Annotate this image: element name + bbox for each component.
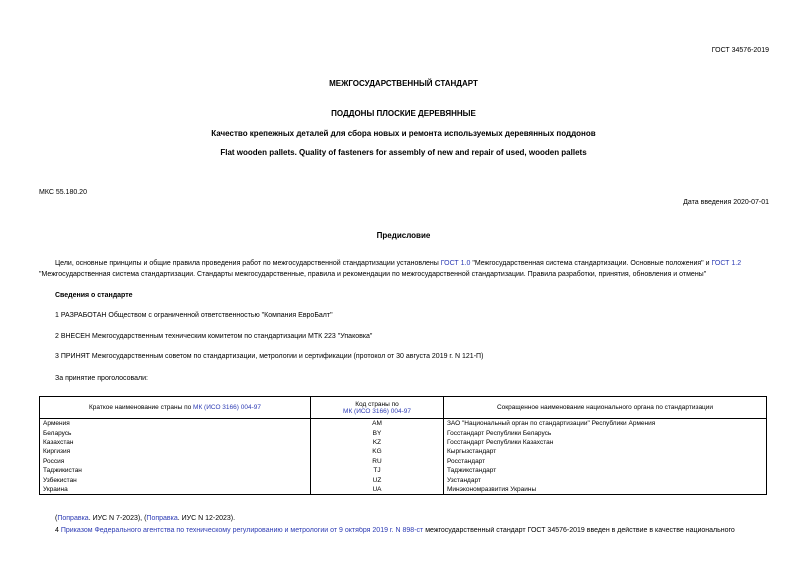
table-row	[40, 447, 767, 456]
cell-code: KZ	[311, 438, 444, 447]
mks-code: МКС 55.180.20	[39, 189, 87, 196]
countries-table	[39, 396, 767, 495]
amend-open: (	[55, 515, 58, 522]
item4-text: межгосударственный стандарт ГОСТ 34576-2019 введен в действие в качестве национального	[423, 527, 735, 534]
cell-code: BY	[311, 428, 444, 437]
table-body	[40, 419, 767, 495]
title-ru: ПОДДОНЫ ПЛОСКИЕ ДЕРЕВЯННЫЕ	[331, 109, 476, 118]
order-link[interactable]: Приказом Федерального агентства по техническому регулированию и метрологии от 9 октября 2019 г. N 898-ст	[60, 527, 424, 534]
info-item-enacted	[55, 527, 769, 534]
info-item-submitted: 2 ВНЕСЕН Межгосударственным техническим комитетом по стандартизации МТК 223 "Упаковка"	[55, 333, 373, 340]
cell-body: Госстандарт Республики Беларусь	[444, 428, 767, 437]
cell-country: Казахстан	[40, 438, 311, 447]
cell-code: KG	[311, 447, 444, 456]
table-row	[40, 475, 767, 484]
cell-body: Таджикстандарт	[444, 466, 767, 475]
cell-code: UA	[311, 485, 444, 495]
voted-label: За принятие проголосовали:	[55, 375, 148, 382]
cell-country: Узбекистан	[40, 475, 311, 484]
table-row	[40, 485, 767, 495]
gost-1-2-link[interactable]: ГОСТ 1.2	[711, 260, 742, 267]
table-row	[40, 419, 767, 429]
cell-code: TJ	[311, 466, 444, 475]
preface-text-3: "Межгосударственная система стандартизации. Стандарты межгосударственные, правила и рекомендации по межгосударственной стандартизации. Правила разработки, принятия, обновления и отмены"	[39, 271, 707, 278]
cell-body: Минэкономразвития Украины	[444, 485, 767, 495]
preface-text-2: "Межгосударственная система стандартизации. Основные положения" и	[470, 260, 712, 267]
cell-body: Росстандарт	[444, 457, 767, 466]
amendment-link-2[interactable]: Поправка	[146, 515, 178, 522]
info-item-adopted: 3 ПРИНЯТ Межгосударственным советом по стандартизации, метрологии и сертификации (протокол от 30 августа 2019 г. N 121-П)	[55, 353, 484, 360]
header-body: Сокращенное наименование национального органа по стандартизации	[444, 397, 767, 419]
table-row	[40, 466, 767, 475]
cell-body: ЗАО "Национальный орган по стандартизации" Республики Армения	[444, 419, 767, 429]
cell-code: UZ	[311, 475, 444, 484]
amendments-line	[55, 515, 235, 522]
standard-type: МЕЖГОСУДАРСТВЕННЫЙ СТАНДАРТ	[329, 79, 478, 88]
amendment-link-1[interactable]: Поправка	[57, 515, 89, 522]
mk-iso-link[interactable]: МК (ИСО 3166) 004-97	[343, 407, 411, 415]
cell-code: RU	[311, 457, 444, 466]
table-row	[40, 428, 767, 437]
cell-body: Госстандарт Республики Казахстан	[444, 438, 767, 447]
cell-country: Россия	[40, 457, 311, 466]
mk-iso-link[interactable]: МК (ИСО 3166) 004-97	[193, 404, 261, 411]
title-en: Flat wooden pallets. Quality of fasteners for assembly of new and repair of used, wooden pallets	[220, 148, 587, 157]
cell-country: Армения	[40, 419, 311, 429]
cell-code: AM	[311, 419, 444, 429]
header-country-text: Краткое наименование страны по	[89, 404, 194, 411]
amend-text-2: . ИУС N 12-2023).	[177, 515, 236, 522]
subtitle-ru: Качество крепежных деталей для сбора новых и ремонта используемых деревянных поддонов	[211, 129, 596, 138]
preface-heading: Предисловие	[376, 231, 431, 240]
introduction-date: Дата введения 2020-07-01	[683, 199, 769, 206]
cell-country: Таджикистан	[40, 466, 311, 475]
cell-country: Киргизия	[40, 447, 311, 456]
cell-country: Украина	[40, 485, 311, 495]
header-code-text: Код страны по	[355, 400, 399, 408]
gost-1-0-link[interactable]: ГОСТ 1.0	[440, 260, 471, 267]
cell-body: Кыргызстандарт	[444, 447, 767, 456]
header-code	[311, 397, 444, 419]
item4-number: 4	[55, 527, 61, 534]
info-item-developed: 1 РАЗРАБОТАН Обществом с ограниченной ответственностью "Компания ЕвроБалт"	[55, 312, 333, 319]
cell-country: Беларусь	[40, 428, 311, 437]
table-row	[40, 457, 767, 466]
cell-body: Узстандарт	[444, 475, 767, 484]
document-code: ГОСТ 34576-2019	[711, 47, 769, 54]
table-row	[40, 438, 767, 447]
header-country	[40, 397, 311, 419]
table-header-row	[40, 397, 767, 419]
standard-info-heading: Сведения о стандарте	[55, 292, 133, 299]
preface-paragraph	[39, 258, 769, 280]
amend-text-1: . ИУС N 7-2023), (	[88, 515, 147, 522]
preface-text-1: Цели, основные принципы и общие правила проведения работ по межгосударственной стандартизации установлены	[55, 260, 441, 267]
